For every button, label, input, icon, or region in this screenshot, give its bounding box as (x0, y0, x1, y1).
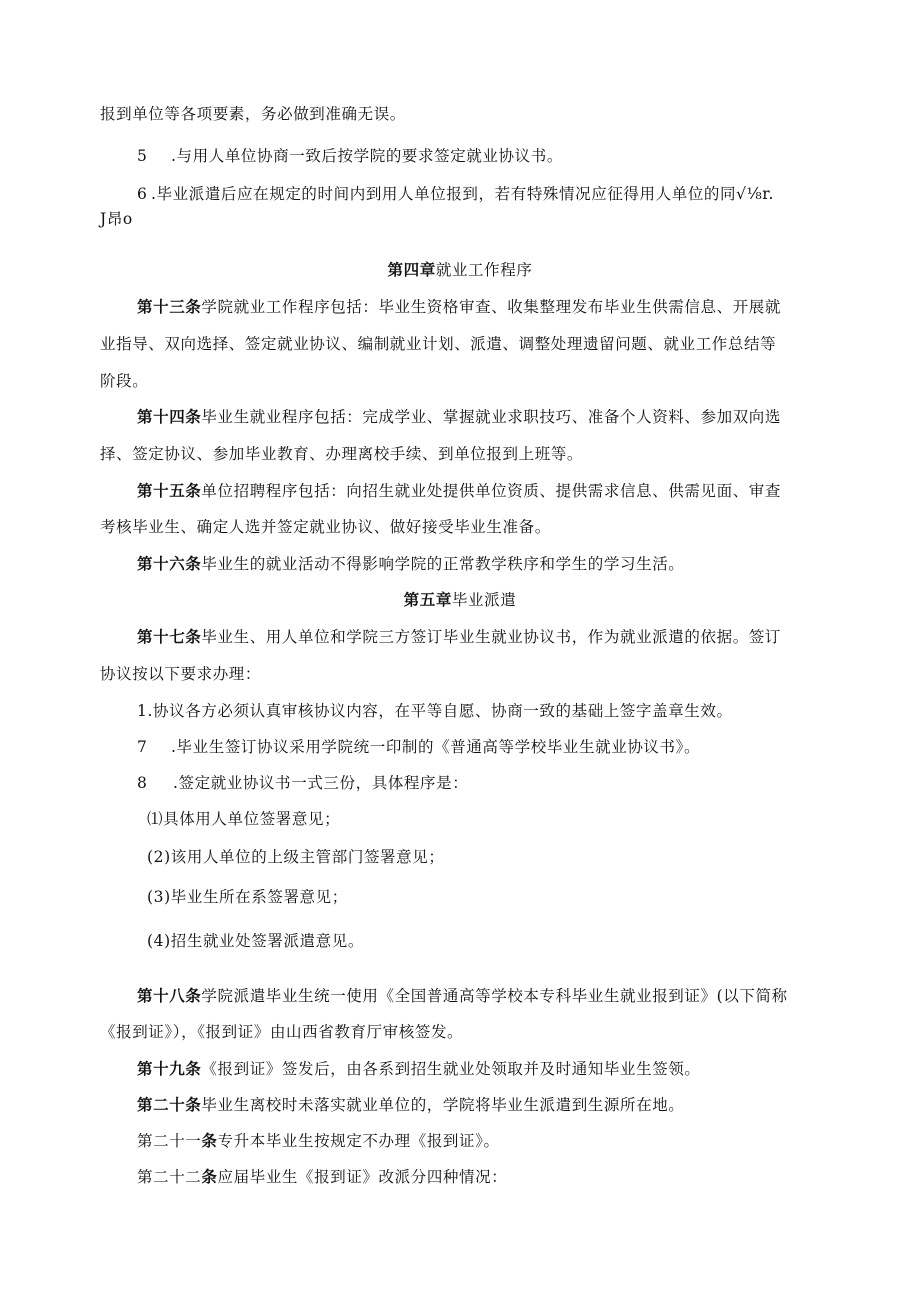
article-22 (137, 1166, 867, 1188)
chapter-heading (0, 589, 920, 611)
article-text: 《报到证》签发后，由各系到招生就业处领取并及时通知毕业生签领。 (201, 1060, 701, 1078)
item-number: 5 (137, 147, 148, 165)
article-18 (137, 985, 867, 1007)
article-text: 专升本毕业生按规定不办理《报到证》。 (217, 1132, 500, 1150)
list-item-8 (137, 772, 867, 794)
article-15 (137, 480, 867, 502)
article-label: 第十七条 (137, 627, 202, 646)
paragraph-line: J昂o (100, 210, 133, 228)
article-text: 毕业生、用人单位和学院三方签订毕业生就业协议书，作为就业派遣的依据。签订 (201, 628, 782, 646)
article-label: 第十五条 (137, 481, 202, 500)
item-number: 7 (137, 738, 148, 756)
sub-item-1: ⑴具体用人单位签署意见； (147, 810, 341, 828)
item-text: .毕业派遣后应在规定的时间内到用人单位报到，若有特殊情况应征得用人单位的同√⅛r. (151, 185, 775, 203)
article-prefix: 第二十一 (137, 1132, 202, 1150)
list-item-5 (137, 145, 867, 167)
article-17 (137, 626, 867, 648)
paragraph-line: 协议按以下要求办理： (100, 665, 262, 683)
article-label: 第二十条 (137, 1095, 202, 1114)
article-20 (137, 1094, 867, 1116)
paragraph-line: 业指导、双向选择、签定就业协议、编制就业计划、派遣、调整处理遗留问题、就业工作总结等 (100, 335, 777, 353)
chapter-title: 就业工作程序 (435, 261, 533, 279)
article-14 (137, 406, 867, 428)
article-text: 单位招聘程序包括：向招生就业处提供单位资质、提供需求信息、供需见面、审查 (201, 482, 782, 500)
article-label: 第十三条 (137, 297, 202, 316)
item-text: .与用人单位协商一致后按学院的要求签定就业协议书。 (171, 147, 563, 165)
article-label: 第十九条 (137, 1059, 202, 1078)
article-label: 第十八条 (137, 986, 202, 1005)
article-label: 条 (201, 1167, 218, 1186)
chapter-title: 毕业派遣 (451, 591, 517, 609)
paragraph-line: 阶段。 (100, 372, 149, 390)
article-19 (137, 1058, 867, 1080)
item-text: .签定就业协议书一式三份，具体程序是： (173, 774, 469, 792)
sub-item-2: (2)该用人单位的上级主管部门签署意见； (147, 848, 445, 866)
item-number: 6 (137, 185, 148, 203)
sub-item-4: (4)招生就业处签署派遣意见。 (147, 932, 364, 950)
chapter-number: 第四章 (387, 260, 436, 279)
article-text: 学院就业工作程序包括：毕业生资格审查、收集整理发布毕业生供需信息、开展就 (201, 298, 782, 316)
list-item-7 (137, 736, 867, 758)
article-text: 毕业生离校时未落实就业单位的，学院将毕业生派遣到生源所在地。 (201, 1096, 685, 1114)
item-text: .毕业生签订协议采用学院统一印制的《普通高等学校毕业生就业协议书》。 (171, 738, 701, 756)
article-13 (137, 296, 867, 318)
sub-item-3: (3)毕业生所在系签署意见； (147, 888, 348, 906)
chapter-number: 第五章 (403, 590, 452, 609)
item-number: 8 (137, 774, 148, 792)
article-21 (137, 1130, 867, 1152)
article-text: 学院派遣毕业生统一使用《全国普通高等学校本专科毕业生就业报到证》(以下简称 (201, 987, 788, 1005)
article-label: 第十六条 (137, 554, 202, 573)
paragraph-line: 考核毕业生、确定人选并签定就业协议、做好接受毕业生准备。 (100, 518, 551, 536)
list-item-6 (137, 183, 867, 205)
paragraph-line: 《报到证》），《报到证》由山西省教育厅审核签发。 (100, 1023, 464, 1041)
article-label: 第十四条 (137, 407, 202, 426)
article-text: 毕业生的就业活动不得影响学院的正常教学秩序和学生的学习生活。 (201, 555, 685, 573)
list-item-1: 1.协议各方必须认真审核协议内容，在平等自愿、协商一致的基础上签字盖章生效。 (137, 702, 733, 720)
article-prefix: 第二十二 (137, 1168, 202, 1186)
article-text: 应届毕业生《报到证》改派分四种情况： (217, 1168, 508, 1186)
article-16 (137, 553, 867, 575)
article-text: 毕业生就业程序包括：完成学业、掌握就业求职技巧、准备个人资料、参加双向选 (201, 408, 782, 426)
paragraph-line: 择、签定协议、参加毕业教育、办理离校手续、到单位报到上班等。 (100, 445, 584, 463)
paragraph-line: 报到单位等各项要素，务必做到准确无误。 (100, 105, 406, 123)
chapter-heading (0, 259, 920, 281)
article-label: 条 (201, 1131, 218, 1150)
